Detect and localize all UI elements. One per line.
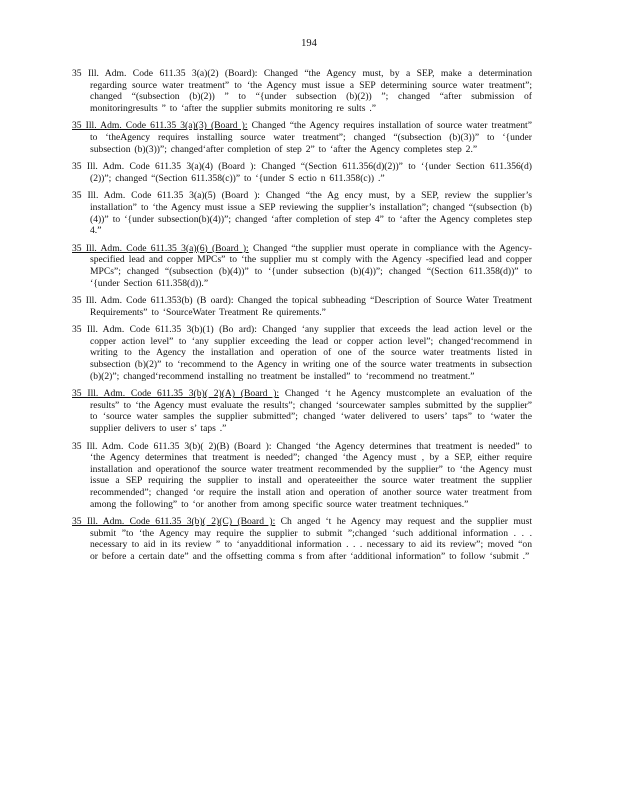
list-item [72,295,532,318]
list-item [72,516,532,562]
list-item [72,388,532,434]
entry-text: Changed ‘t he Agency mustcomplete an evaluation of the results” to ‘the Agency must evaluate the results”; changed ‘sourcewater samples submitted by the supplier” to ‘source water samples the supplier submitted”; changed ‘water delivered to users’ taps” to ‘water the supplier delivers to user s’ taps .” [90,388,532,435]
entry-citation: 35 Ill. Adm. Code 611.35 3(b)(1) (Bo ard): [72,324,257,336]
entry-text: Changed “the supplier must operate in compliance with the Agency- specified lead and copper MPCs” to ‘the supplier mu st comply with the Agency -specified lead and copper MPCs”; changed “(subsection (b)(4))” to ‘{under subsection (b)(4))”; changed “(Section 611.358(d))” to ‘{under Section 611.358(d)).” [90,242,532,289]
entry-text: Changed ‘the Agency determines that treatment is needed” to ‘the Agency determines that treatment is needed”; changed ‘the Agency must , by a SEP, either require installation and operationof the source water treatment recommended by the supplier” to ‘the Agency must issue a SEP requiring the supplier to install and operateeither the source water treatment the supplier recommended”; changed ‘or require the install ation and operation of another source water treatment from among the following” to ‘or another from among specific source water treatment techniques.” [90,440,532,510]
entry-citation: 35 Ill. Adm. Code 611.35 3(a)(5) (Board ): [72,190,260,202]
entry-citation: 35 Ill. Adm. Code 611.353(b) (B oard): [72,295,234,307]
page-number: 194 [301,38,317,49]
list-item [72,120,532,155]
list-item [72,441,532,511]
list-item [72,161,532,184]
list-item [72,243,532,289]
entry-text: Changed the topical subheading “Description of Source Water Treatment Requirements” to ‘SourceWater Treatment Re quirements.” [90,295,532,318]
entry-text: Changed “the Agency must, by a SEP, make a determination regarding source water treatment” to ‘the Agency must issue a SEP determining source water treatment”; changed “(subsection (b)(2)) ” to “{under subsection (b)(2)) ”; changed “after submission of monitoringresults ” to ‘after the supplier submits monitoring re sults .” [90,68,533,114]
entry-citation: 35 Ill. Adm. Code 611.35 3(a)(4) (Board ): [72,161,257,173]
list-item [72,190,532,236]
entry-citation: 35 Ill. Adm. Code 611.35 3(a)(6) (Board ): [72,242,249,254]
entry-text: Changed “the Agency requires installation of source water treatment” to ‘theAgency requires installing source water treatment”; changed “(subsection (b)(3))” to ‘{under subsection (b)(3))”; changed‘after completion of step 2” to ‘after the Agency completes step 2.” [90,120,532,155]
entry-text: Changed “the Ag ency must, by a SEP, review the supplier’s installation” to ‘the Agency must issue a SEP reviewing the supplier’s installation”; changed “(subsection (b)(4))” to ‘{under subsection(b)(4))”; changed ‘after completion of step 4” to ‘after the Agency completes step 4.” [90,190,532,237]
entry-citation: 35 Ill. Adm. Code 611.35 3(b)( 2)(C) (Board ): [72,516,276,528]
entry-citation: 35 Ill. Adm. Code 611.35 3(b)( 2)(B) (Board ): [72,440,272,452]
entry-citation: 35 Ill. Adm. Code 611.35 3(a)(2) (Board): [72,68,258,79]
entry-citation: 35 Ill. Adm. Code 611.35 3(b)( 2)(A) (Board ): [72,388,280,400]
entry-text: Ch anged ‘t he Agency may request and the supplier must submit ”to ‘the Agency may require the supplier to submit ”;changed ‘such additional information . . . necessary to aid in its review ” to ‘anyadditional information . . . necessary to aid its review”; moved “on or before a certain date” and the offsetting comma s from after ‘additional information” to follow ‘submit .” [90,516,533,562]
entry-text: Changed “(Section 611.356(d)(2))” to ‘{under Section 611.356(d)(2))”; changed “(Section 611.358(c))” to ‘{under S ectio n 611.358(c)) .” [90,161,532,184]
entries-list [72,68,532,569]
entry-citation: 35 Ill. Adm. Code 611.35 3(a)(3) (Board ): [72,120,248,132]
entry-text: Changed ‘any supplier that exceeds the lead action level or the copper action level” to ‘any supplier exceeding the lead or copper action level”; changed‘recommend in writing to the Agency the installation and operation of one of the source water treatments listed in subsection (b)(2)” to ‘recommend to the Agency in writing one of the source water treatments in subsection (b)(2)”; changed‘recommend installing no treatment be installed” to ‘recommend no treatment.” [90,324,532,382]
list-item [72,324,532,382]
list-item [72,68,532,114]
